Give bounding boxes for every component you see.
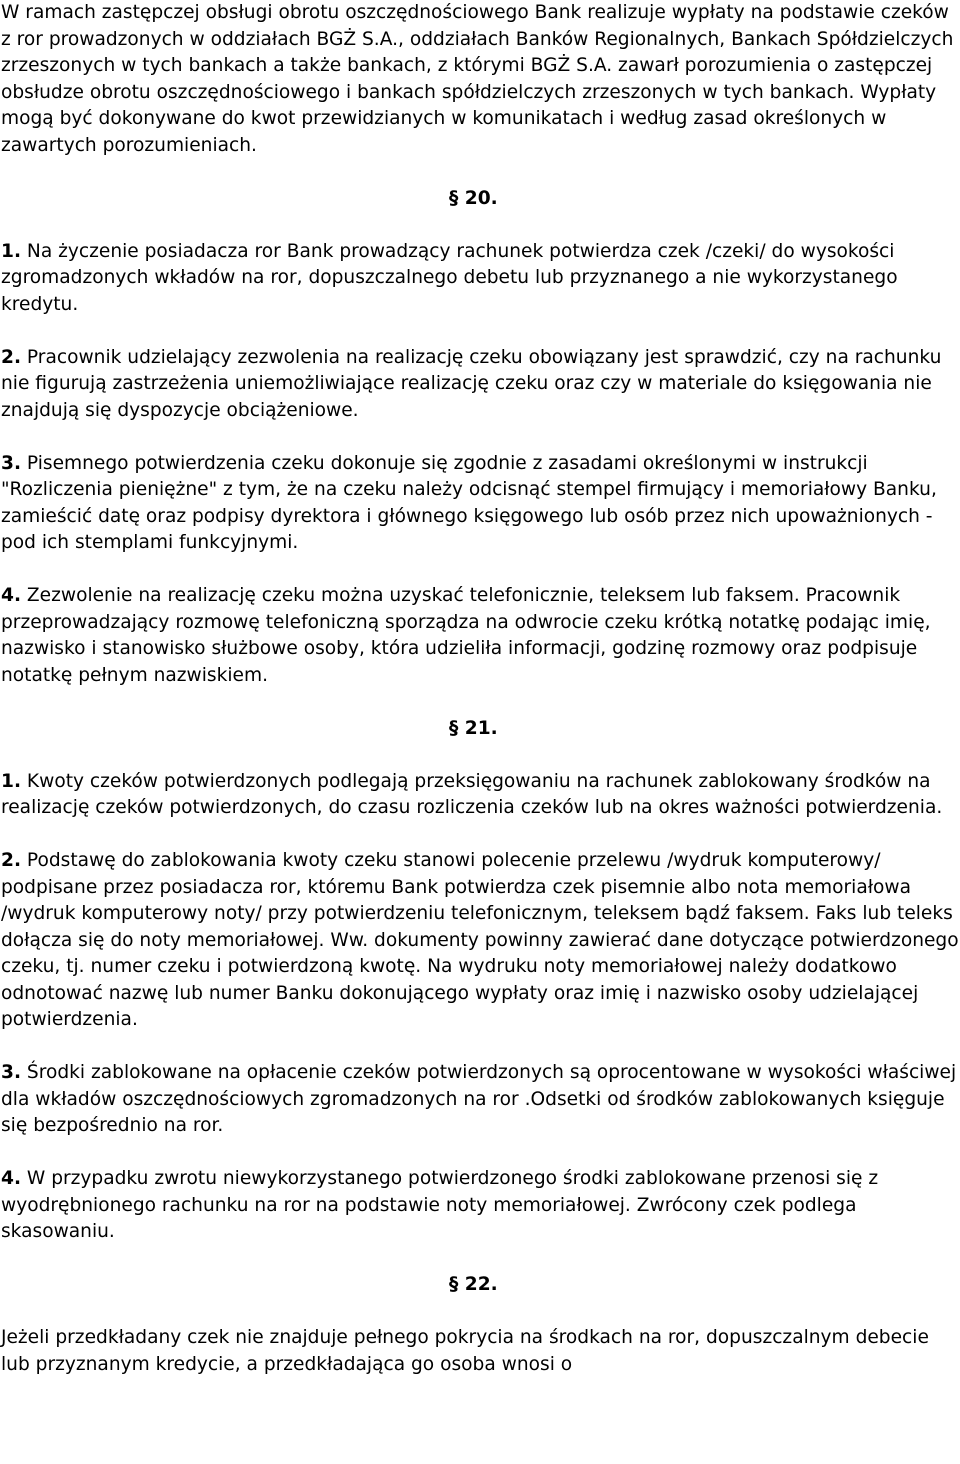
paragraph-text: Kwoty czeków potwierdzonych podlegają przeksięgowaniu na rachunek zablokowany środków na realizację czeków potwierdzonych, do czasu rozliczenia czeków lub na okres ważności potwierdzenia. <box>1 770 943 818</box>
paragraph-text: Podstawę do zablokowania kwoty czeku stanowi polecenie przelewu /wydruk komputerowy/ podpisane przez posiadacza ror, któremu Bank potwierdza czek pisemnie albo nota memoriałowa /wydruk komputerowy noty/ przy potwierdzeniu telefonicznym, teleksem bądź faksem. Faks lub teleks dołącza się do noty memoriałowej. Ww. dokumenty powinny zawierać dane dotyczące potwierdzonego czeku, tj. numer czeku i potwierdzoną kwotę. Na wydruku noty memoriałowej należy dodatkowo odnotować nazwę lub numer Banku dokonującego wypłaty oraz imię i nazwisko osoby udzielającej potwierdzenia. <box>1 850 959 1030</box>
paragraph-number: 3. <box>1 452 22 474</box>
section-heading-21: § 21. <box>449 717 498 739</box>
spacer <box>1 689 960 716</box>
spacer <box>1 822 960 849</box>
paragraph-number: 4. <box>1 585 22 606</box>
paragraph-number: 4. <box>1 1168 22 1189</box>
paragraph-20-4 <box>1 583 960 689</box>
paragraph-21-4 <box>1 1166 960 1246</box>
paragraph-number: 1. <box>1 240 22 262</box>
intro-paragraph: W ramach zastępczej obsługi obrotu oszczędnościowego Bank realizuje wypłaty na podstawie czeków z ror prowadzonych w oddziałach BGŻ S.A., oddziałach Banków Regionalnych, Bankach Spółdzielczych zrzeszonych w tych bankach a także bankach, z którymi BGŻ S.A. zawarł porozumienia o zastępczej obsłudze obrotu oszczędnościowego i bankach spółdzielczych zrzeszonych w tych bankach. Wypłaty mogą być dokonywane do kwot przewidzianych w komunikatach i według zasad określonych w zawartych porozumieniach. <box>1 2 954 156</box>
spacer <box>1 1299 960 1326</box>
paragraph-text: Zezwolenie na realizację czeku można uzyskać telefonicznie, teleksem lub faksem. Pracownik przeprowadzający rozmowę telefoniczną sporządza na odwrocie czeku krótką notatkę podając imię, nazwisko i stanowisko służbowe osoby, która udzieliła informacji, godzinę rozmowy oraz podpisuje notatkę pełnym nazwiskiem. <box>1 585 931 686</box>
spacer <box>1 1246 960 1273</box>
paragraph-number: 3. <box>1 1062 22 1083</box>
paragraph-21-2 <box>1 848 960 1034</box>
paragraph-number: 2. <box>1 850 22 871</box>
spacer <box>1 557 960 584</box>
paragraph-number: 2. <box>1 346 22 368</box>
spacer <box>1 424 960 451</box>
spacer <box>1 1034 960 1061</box>
paragraph-21-3 <box>1 1060 960 1140</box>
paragraph-text: Jeżeli przedkładany czek nie znajduje pełnego pokrycia na środkach na ror, dopuszczalnym debecie lub przyznanym kredycie, a przedkładająca go osoba wnosi o <box>1 1327 929 1375</box>
spacer <box>1 1140 960 1167</box>
paragraph-number: 1. <box>1 770 22 792</box>
paragraph-text: Pisemnego potwierdzenia czeku dokonuje się zgodnie z zasadami określonymi w instrukcji "Rozliczenia pieniężne" z tym, że na czeku należy odcisnąć stempel firmujący i memoriałowy Banku, zamieścić datę oraz podpisy dyrektora i głównego księgowego lub osób przez nich upoważnionych - pod ich stemplami funkcyjnymi. <box>1 452 937 553</box>
paragraph-22-1 <box>1 1325 960 1378</box>
paragraph-20-1 <box>1 239 960 319</box>
paragraph-text: Środki zablokowane na opłacenie czeków potwierdzonych są oprocentowane w wysokości właściwej dla wkładów oszczędnościowych zgromadzonych na ror .Odsetki od środków zablokowanych księguje się bezpośrednio na ror. <box>1 1062 957 1136</box>
spacer <box>1 159 960 186</box>
section-heading-20: § 20. <box>449 187 498 209</box>
section-heading-22: § 22. <box>449 1274 498 1295</box>
spacer <box>1 318 960 345</box>
paragraph-20-3 <box>1 451 960 557</box>
paragraph-20-2 <box>1 345 960 425</box>
paragraph-21-1 <box>1 769 960 822</box>
paragraph-text: Na życzenie posiadacza ror Bank prowadzący rachunek potwierdza czek /czeki/ do wysokości zgromadzonych wkładów na ror, dopuszczalnego debetu lub przyznanego a nie wykorzystanego kredytu. <box>1 240 898 315</box>
spacer <box>1 742 960 769</box>
spacer <box>1 212 960 239</box>
paragraph-text: W przypadku zwrotu niewykorzystanego potwierdzonego środki zablokowane przenosi się z wyodrębnionego rachunku na ror na podstawie noty memoriałowej. Zwrócony czek podlega skasowaniu. <box>1 1168 879 1242</box>
paragraph-text: Pracownik udzielający zezwolenia na realizację czeku obowiązany jest sprawdzić, czy na rachunku nie figurują zastrzeżenia uniemożliwiające realizację czeku oraz czy w materiale do księgowania nie znajdują się dyspozycje obciążeniowe. <box>1 346 942 421</box>
